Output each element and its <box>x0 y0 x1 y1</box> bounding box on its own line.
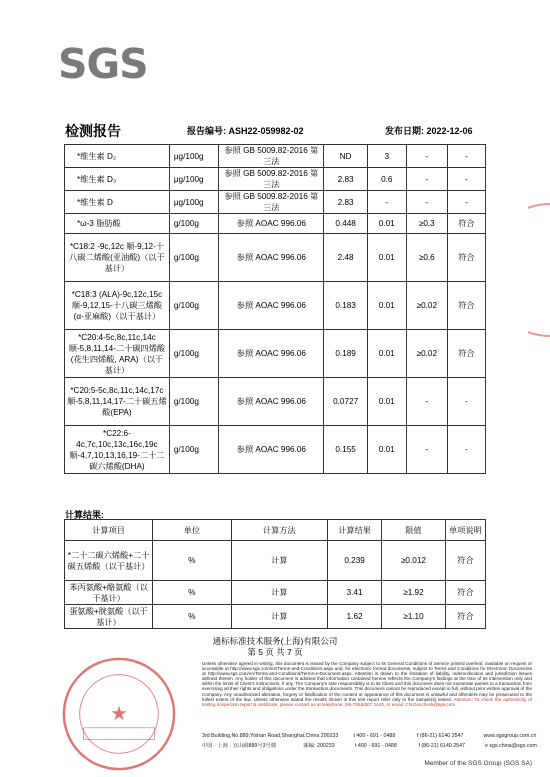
calc-header-cell: 限值 <box>382 520 446 541</box>
results-conclusion-cell: 符合 <box>447 214 485 234</box>
calc-header-cell: 单位 <box>153 520 231 541</box>
results-method-cell: 参照 GB 5009.82-2016 第三法 <box>219 145 324 168</box>
results-row <box>65 330 486 378</box>
results-unit-cell: g/100g <box>169 214 219 234</box>
footer-company: 通标标准技术服务(上海)有限公司 <box>212 636 338 646</box>
results-item-cell: *维生素 D₂ <box>65 145 170 168</box>
calc-header-cell: 计算结果 <box>328 520 382 541</box>
results-item-cell: *C18:3 (ALA)-9c,12c,15c 顺-9,12,15-十八碳三烯酸(α-亚麻酸)（以干基计） <box>65 282 170 330</box>
calc-conclusion-cell: 符合 <box>445 541 485 581</box>
results-conclusion-cell: - <box>447 191 485 214</box>
address-line-cn <box>202 741 537 749</box>
results-method-cell: 参照 AOAC 996.06 <box>219 282 324 330</box>
calc-table <box>64 519 486 629</box>
calc-row <box>65 605 486 629</box>
results-method-cell: 参照 AOAC 996.06 <box>219 330 324 378</box>
results-value-cell: 0.189 <box>324 330 367 378</box>
results-row <box>65 145 486 168</box>
address-en: 3rd Building,No.889,Yishan Road,Shanghai,China 200233 <box>202 733 339 739</box>
results-limit-cell: - <box>406 145 447 168</box>
results-value-cell: 2.83 <box>324 168 367 191</box>
results-method-cell: 参照 AOAC 996.06 <box>219 426 324 474</box>
calc-method-cell: 计算 <box>231 581 328 605</box>
fax-cn: f (86-21) 6140 2547 <box>418 743 465 749</box>
tel-en: t 400 - 691 - 0488 <box>353 733 396 739</box>
results-item-cell: *维生素 D₃ <box>65 168 170 191</box>
calc-conclusion-cell: 符合 <box>445 605 485 629</box>
results-method-cell: 参照 AOAC 996.06 <box>219 378 324 426</box>
calc-method-cell: 计算 <box>231 541 328 581</box>
calc-row <box>65 541 486 581</box>
calc-header-cell: 计算方法 <box>231 520 328 541</box>
results-limit-cell: ≥0.02 <box>406 282 447 330</box>
results-method-cell: 参照 GB 5009.82-2016 第三法 <box>219 191 324 214</box>
results-unit-cell: μg/100g <box>169 145 219 168</box>
results-value-cell: 0.448 <box>324 214 367 234</box>
calc-item-cell: 苯丙氨酸+酪氨酸（以干基计） <box>65 581 153 605</box>
calc-result-cell: 1.62 <box>328 605 382 629</box>
disclaimer-body: Unless otherwise agreed in writing, this document is issued by the Company subject to its General Conditions of Service printed overleaf, available on request or accessible at http://www.sgs.com/en/Terms-and-Conditions.aspx and, for electronic format documents, subject to Terms and Conditions for Electronic Documents at http://www.sgs.com/en/Terms-and-Conditions/Terms-e-Document.aspx. Attention is drawn to the limitation of liability, indemnification and jurisdiction issues defined therein. Any holder of this document is advised that information contained hereon reflects the Company's findings at the time of its intervention only and within the limits of Client's instructions, if any. The Company's sole responsibility is to its Client and this document does not exonerate parties to a transaction from exercising all their rights and obligations under the transaction documents. This document cannot be reproduced except in full, without prior written approval of the Company. Any unauthorized alteration, forgery or falsification of the content or appearance of this document is unlawful and offenders may be prosecuted to the fullest extent of the law. Unless otherwise stated the results shown in this test report refer only to the sample(s) tested. <box>202 661 532 702</box>
results-limit-cell: - <box>406 191 447 214</box>
results-limit-cell: - <box>406 168 447 191</box>
calc-row <box>65 581 486 605</box>
results-conclusion-cell: - <box>447 378 485 426</box>
results-conclusion-cell: - <box>447 426 485 474</box>
results-value-cell: 0.0727 <box>324 378 367 426</box>
calc-limit-cell: ≥1.92 <box>382 581 446 605</box>
page-number: 第 5 页 共 7 页 <box>247 647 303 657</box>
attention-text: Attention: To check the authenticity of testing /inspection report & certificate, please contact us at telephone: (86-755)8307 1443, or email: CN.Doccheck@sgs.com <box>202 696 532 707</box>
calc-limit-cell: ≥1.10 <box>382 605 446 629</box>
tel-cn: t 400 - 691 - 0488 <box>354 743 397 749</box>
results-row <box>65 282 486 330</box>
member-text: Member of the SGS Group (SGS SA) <box>424 760 532 767</box>
calc-item-cell: *二十二碳六烯酸+二十碳五烯酸（以干基计） <box>65 541 153 581</box>
results-item-cell: *C22:6-4c,7c,10c,13c,16c,19c 顺-4,7,10,13,16,19-二十二碳六烯酸(DHA) <box>65 426 170 474</box>
calc-header-cell: 计算项目 <box>65 520 153 541</box>
results-item-cell: *C20:5-5c,8c,11c,14c,17c 顺-5,8,11,14,17-二十碳五烯酸(EPA) <box>65 378 170 426</box>
results-loq-cell: 0.01 <box>367 330 406 378</box>
calc-unit-cell: % <box>153 581 231 605</box>
disclaimer-text <box>202 661 532 707</box>
postcode-cn: 邮编: 200233 <box>303 743 335 749</box>
results-row <box>65 426 486 474</box>
page-title: 检测报告 <box>65 123 121 139</box>
sgs-logo <box>58 40 150 90</box>
results-conclusion-cell: 符合 <box>447 330 485 378</box>
calc-method-cell: 计算 <box>231 605 328 629</box>
results-value-cell: 0.183 <box>324 282 367 330</box>
results-conclusion-cell: 符合 <box>447 282 485 330</box>
results-unit-cell: g/100g <box>169 330 219 378</box>
calc-conclusion-cell: 符合 <box>445 581 485 605</box>
results-row <box>65 214 486 234</box>
results-row <box>65 168 486 191</box>
results-conclusion-cell: - <box>447 145 485 168</box>
calc-limit-cell: ≥0.012 <box>382 541 446 581</box>
results-value-cell: 2.83 <box>324 191 367 214</box>
lab-seal-stamp <box>60 655 178 773</box>
svg-text:★: ★ <box>110 701 128 725</box>
results-loq-cell: 0.6 <box>367 168 406 191</box>
address-line-en <box>202 733 536 739</box>
side-seal-stamp <box>528 200 550 340</box>
results-loq-cell: 3 <box>367 145 406 168</box>
calc-header-cell: 单项说明 <box>445 520 485 541</box>
results-unit-cell: g/100g <box>169 378 219 426</box>
results-limit-cell: - <box>406 378 447 426</box>
results-loq-cell: 0.01 <box>367 234 406 282</box>
results-method-cell: 参照 AOAC 996.06 <box>219 214 324 234</box>
results-loq-cell: 0.01 <box>367 214 406 234</box>
results-limit-cell: - <box>406 426 447 474</box>
calc-result-cell: 3.41 <box>328 581 382 605</box>
results-item-cell: *C18:2 -9c,12c 顺-9,12-十八碳二烯酸(亚油酸)（以干基计） <box>65 234 170 282</box>
results-limit-cell: ≥0.6 <box>406 234 447 282</box>
calc-unit-cell: % <box>153 541 231 581</box>
results-unit-cell: g/100g <box>169 426 219 474</box>
web-en: www.sgsgroup.com.cn <box>483 733 537 739</box>
results-item-cell: *维生素 D <box>65 191 170 214</box>
results-limit-cell: ≥0.3 <box>406 214 447 234</box>
results-unit-cell: μg/100g <box>169 168 219 191</box>
issue-date: 发布日期: 2022-12-06 <box>385 126 473 136</box>
sgs-logo-text: SGS <box>58 40 148 88</box>
results-item-cell: *C20:4-5c,8c,11c,14c 顺-5,8,11,14-二十碳四烯酸(花生四烯酸, ARA)（以干基计） <box>65 330 170 378</box>
calc-result-cell: 0.239 <box>328 541 382 581</box>
results-row <box>65 191 486 214</box>
results-row <box>65 378 486 426</box>
results-loq-cell: 0.01 <box>367 282 406 330</box>
email-cn: e sgs.china@sgs.com <box>484 743 537 749</box>
results-method-cell: 参照 GB 5009.82-2016 第三法 <box>219 168 324 191</box>
calc-section-title: 计算结果: <box>65 510 104 520</box>
results-loq-cell: 0.01 <box>367 378 406 426</box>
results-conclusion-cell: 符合 <box>447 234 485 282</box>
address-cn: 中国 · 上海 · 宜山路889号3号楼 <box>202 743 277 749</box>
results-item-cell: *ω-3 脂肪酸 <box>65 214 170 234</box>
results-table <box>64 144 486 474</box>
results-value-cell: 0.155 <box>324 426 367 474</box>
fax-en: f (86-21) 6140 2547 <box>416 733 464 739</box>
results-limit-cell: ≥0.02 <box>406 330 447 378</box>
results-value-cell: 2.48 <box>324 234 367 282</box>
results-unit-cell: μg/100g <box>169 191 219 214</box>
calc-item-cell: 蛋氨酸+胱氨酸（以干基计） <box>65 605 153 629</box>
results-loq-cell: 0.01 <box>367 426 406 474</box>
results-unit-cell: g/100g <box>169 234 219 282</box>
report-number: 报告编号: ASH22-059982-02 <box>187 126 304 136</box>
results-conclusion-cell: - <box>447 168 485 191</box>
calc-unit-cell: % <box>153 605 231 629</box>
results-loq-cell: - <box>367 191 406 214</box>
results-value-cell: ND <box>324 145 367 168</box>
results-row <box>65 234 486 282</box>
results-method-cell: 参照 AOAC 996.06 <box>219 234 324 282</box>
results-unit-cell: g/100g <box>169 282 219 330</box>
